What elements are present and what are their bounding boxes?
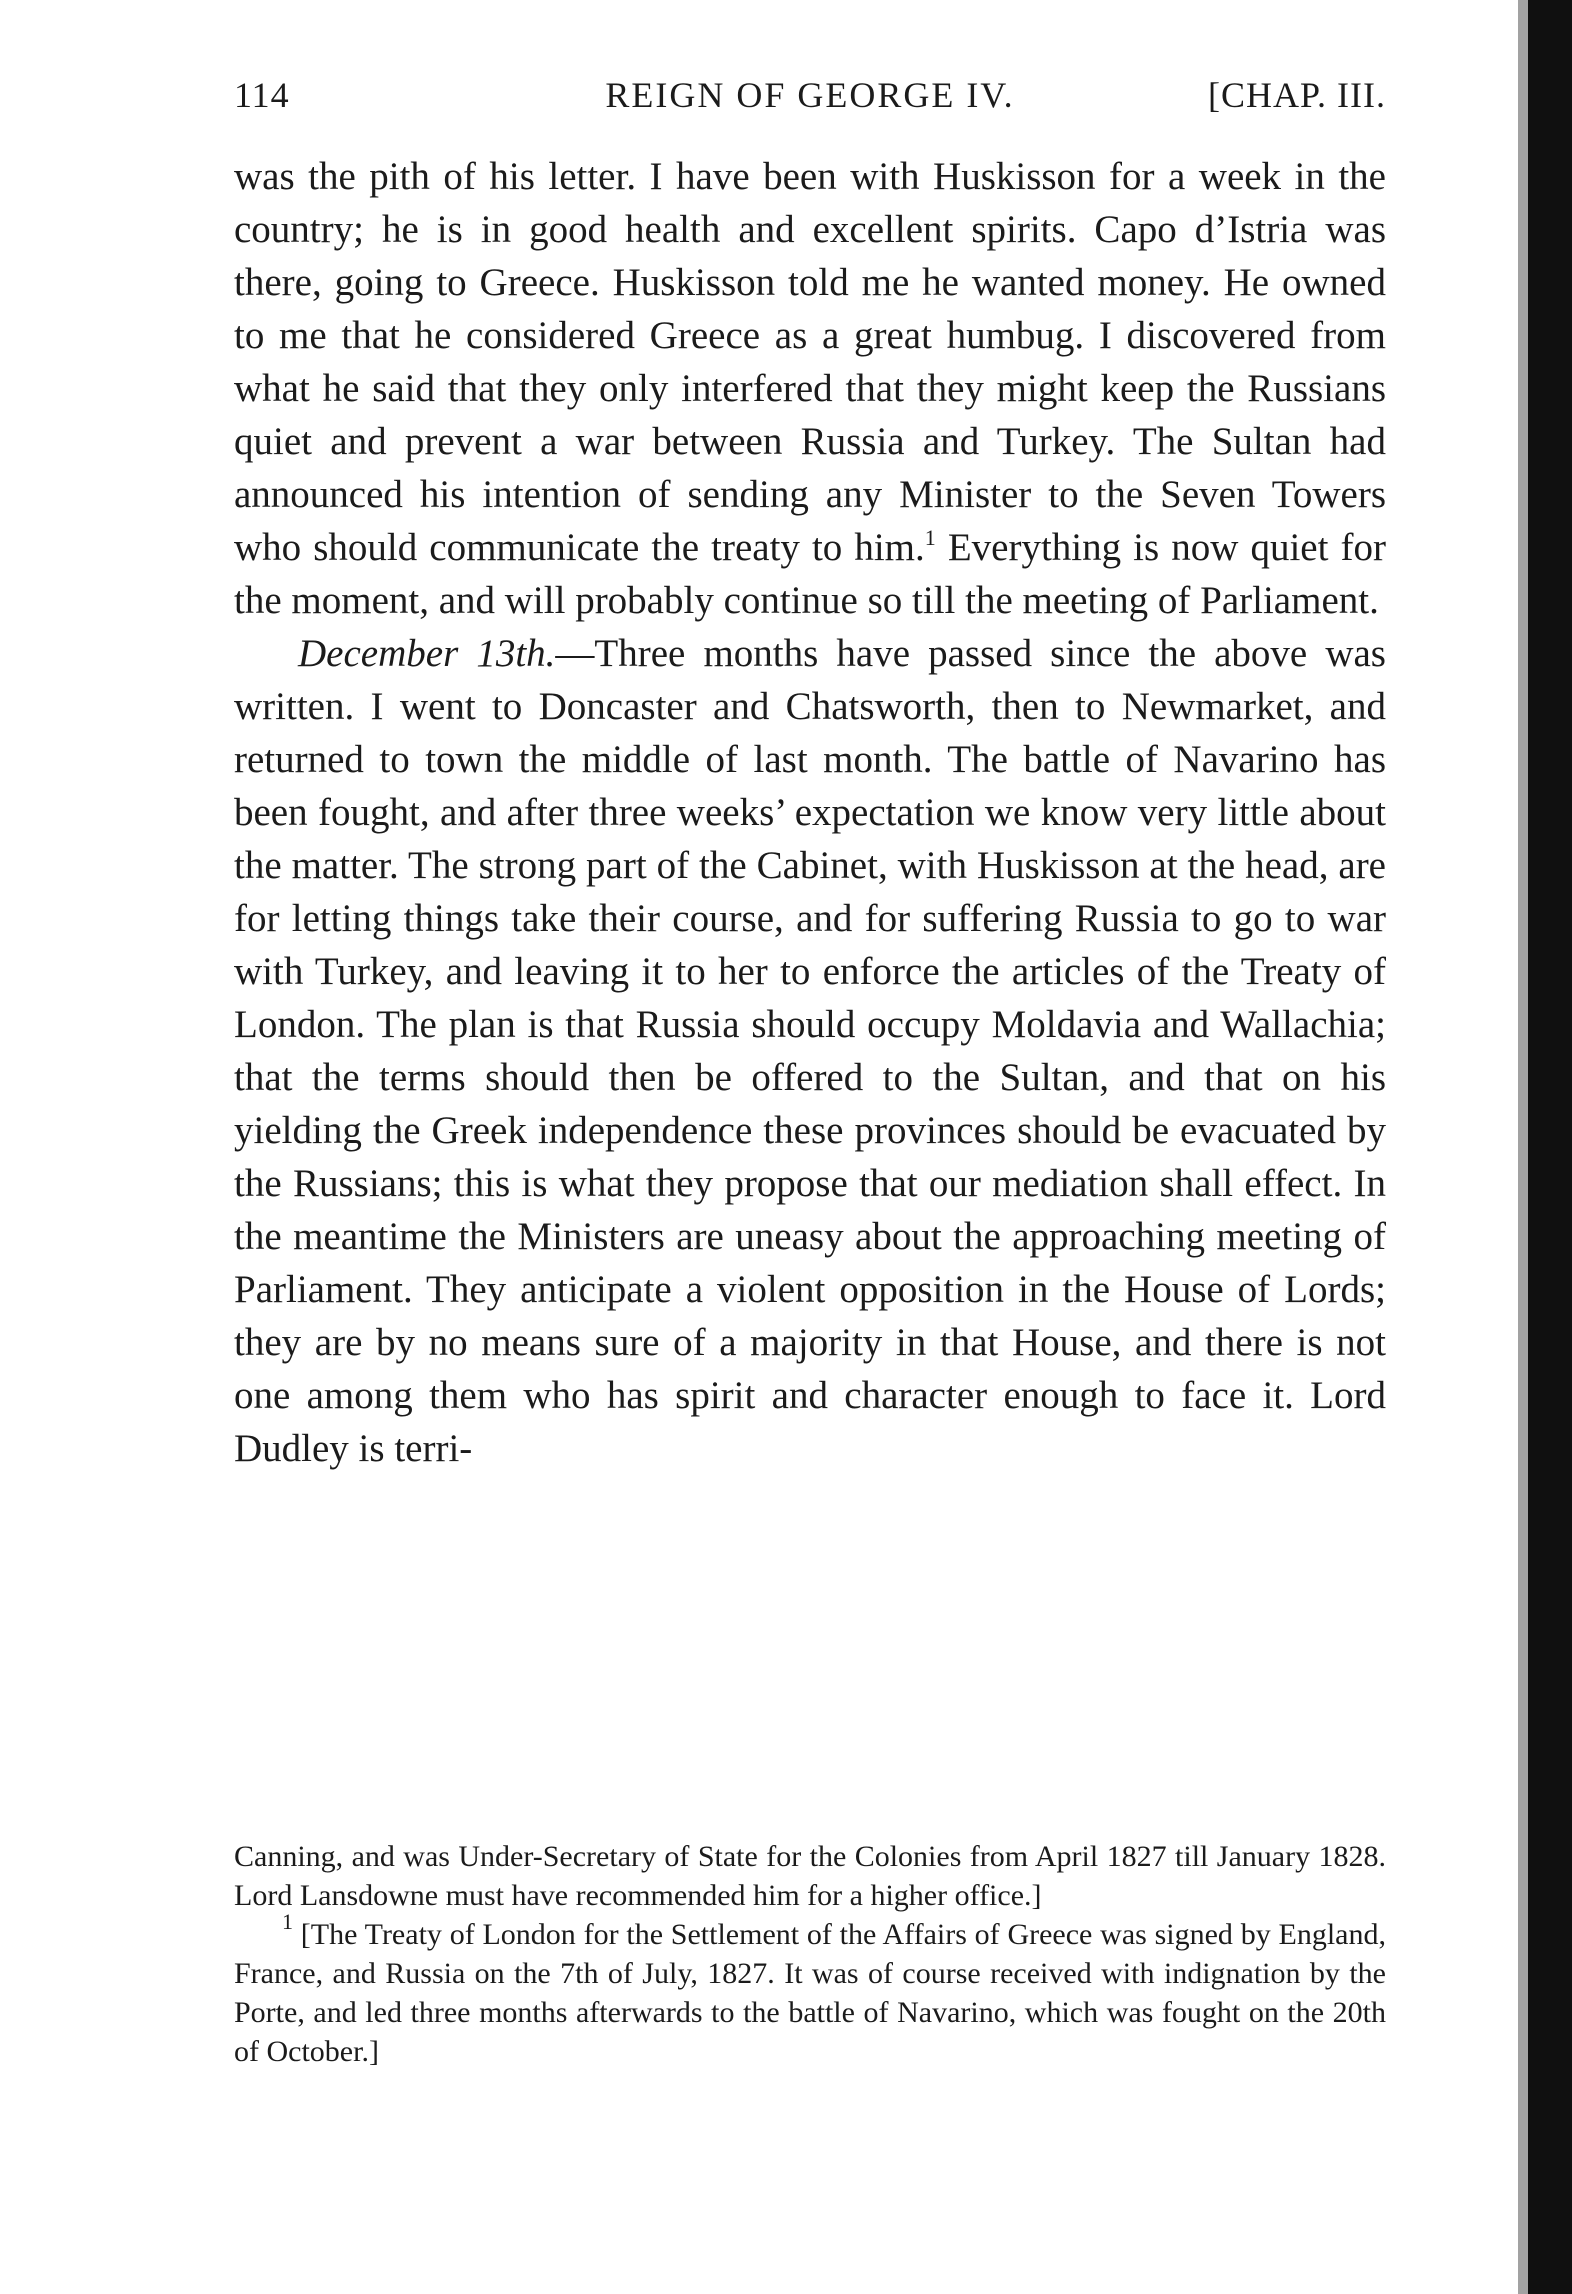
footnote-1 xyxy=(234,1909,1386,2071)
spine-dark-edge xyxy=(1528,0,1572,2294)
chapter-label: [CHAP. III. xyxy=(1208,75,1386,115)
footnotes xyxy=(234,1837,1386,2071)
paragraph-1-tail: Everything is now quiet for the moment, and will probably continue so till the meeting of Parliament. xyxy=(234,526,1386,622)
paragraph-1 xyxy=(234,150,1386,627)
diary-date: December 13th. xyxy=(298,632,556,675)
footnote-1-marker: 1 xyxy=(282,1909,293,1934)
paragraph-2 xyxy=(234,627,1386,1475)
main-text xyxy=(234,150,1386,1475)
paragraph-1-text: was the pith of his letter. I have been with Huskisson for a week in the country; he is in good health and excellent spirits. Capo d’Istria was there, going to Greece. Huskisson told me he wanted money. He owned to me that he considered Greece as a great humbug. I discovered from what he said that they only interfered that they might keep the Russians quiet and prevent a war between Russia and Turkey. The Sultan had announced his intention of sending any Minister to the Seven Towers who should communicate the treaty to him. xyxy=(234,155,1386,569)
page-number: 114 xyxy=(234,75,290,115)
footnote-continued: Canning, and was Under-Secretary of State for the Colonies from April 1827 till January 1828. Lord Lansdowne must have recommended him for a higher office.] xyxy=(234,1840,1386,1912)
paragraph-2-text: —Three months have passed since the above was written. I went to Doncaster and Chatsworth, then to Newmarket, and returned to town the middle of last month. The battle of Navarino has been fought, and after three weeks’ expectation we know very little about the matter. The strong part of the Cabinet, with Huskisson at the head, are for letting things take their course, and for suffering Russia to go to war with Turkey, and leaving it to her to enforce the articles of the Treaty of London. The plan is that Russia should occupy Moldavia and Wallachia; that the terms should then be offered to the Sultan, and that on his yielding the Greek independence these provinces should be evacuated by the Russians; this is what they propose that our mediation shall effect. In the meantime the Ministers are uneasy about the approaching meeting of Parliament. They anticipate a violent opposition in the House of Lords; they are by no means sure of a majority in that House, and there is not one among them who has spirit and character enough to face it. Lord Dudley is terri- xyxy=(234,632,1386,1470)
running-title: REIGN OF GEORGE IV. xyxy=(605,75,1015,115)
book-spine-edge xyxy=(1488,0,1572,2294)
footnote-reference: 1 xyxy=(924,525,936,550)
page-header xyxy=(234,70,1386,120)
footnote-1-text: [The Treaty of London for the Settlement of the Affairs of Greece was signed by England, France, and Russia on the 7th of July, 1827. It was of course received with indignation by the Porte, and led three months afterwards to the battle of Navarino, which was fought on the 20th of October.] xyxy=(234,1918,1386,2068)
